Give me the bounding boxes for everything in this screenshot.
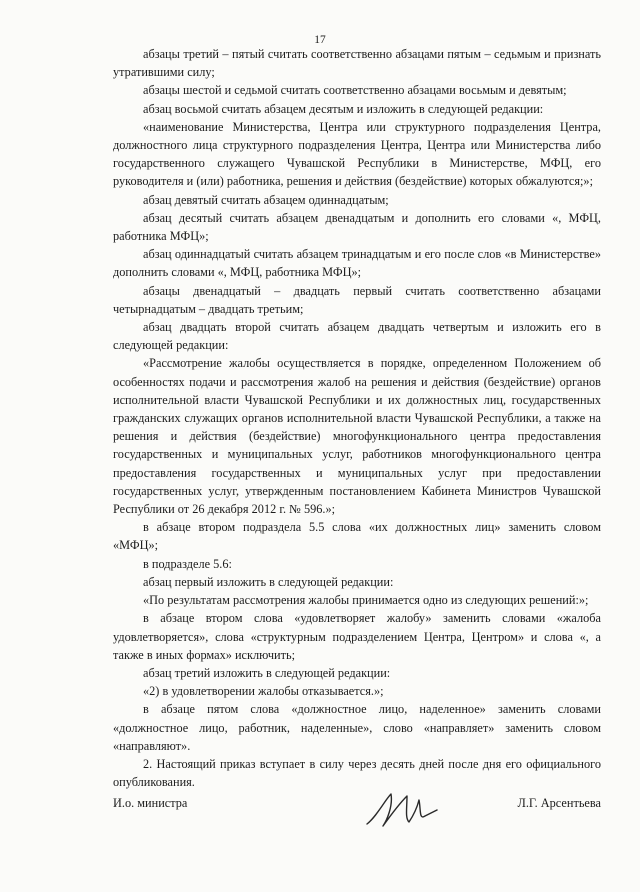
paragraph: в подразделе 5.6: — [143, 556, 232, 571]
paragraph: абзац двадцать второй считать абзацем двадцать четвертым и изложить его в следующей редакции: — [113, 320, 601, 353]
paragraph: «По результатам рассмотрения жалобы принимается одно из следующих решений:»; — [143, 593, 589, 608]
page-number: 17 — [314, 34, 326, 46]
paragraph: абзац первый изложить в следующей редакции: — [143, 574, 394, 589]
paragraph: абзац третий изложить в следующей редакции: — [143, 665, 391, 680]
document-body — [113, 45, 601, 791]
paragraph: в абзаце втором подраздела 5.5 слова «их должностных лиц» заменить словом «МФЦ»; — [113, 520, 601, 553]
paragraph: в абзаце пятом слова «должностное лицо, наделенное» заменить словами «должностное лицо, работник, наделенные», слово «направляет» заменить словом «направляют». — [113, 702, 601, 753]
paragraph: «2) в удовлетворении жалобы отказывается.»; — [143, 684, 384, 699]
paragraph: абзацы третий – пятый считать соответственно абзацами пятым – седьмым и признать утратившими силу; — [113, 47, 601, 80]
paragraph: абзац девятый считать абзацем одиннадцатым; — [143, 192, 389, 207]
paragraph: 2. Настоящий приказ вступает в силу через десять дней после дня его официального опубликования. — [113, 756, 601, 790]
paragraph: «наименование Министерства, Центра или структурного подразделения Центра, должностного лица структурного подразделения Центра, Центра или Министерства либо государственного служащего Чувашской Республики в Министерстве, МФЦ, его руководителя и (или) работника, решения и действия (бездействие) которых обжалуются;»; — [113, 119, 601, 189]
signer-name: Л.Г. Арсентьева — [517, 796, 601, 810]
paragraph: абзац десятый считать абзацем двенадцатым и дополнить его словами «, МФЦ, работника МФЦ»; — [113, 210, 601, 244]
paragraph: абзац одиннадцатый считать абзацем тринадцатым и его после слов «в Министерстве» дополнить словами «, МФЦ, работника МФЦ»; — [113, 247, 601, 280]
signer-title: И.о. министра — [113, 796, 188, 810]
paragraph: абзацы шестой и седьмой считать соответственно абзацами восьмым и девятым; — [143, 83, 567, 98]
signature-block — [113, 786, 601, 836]
paragraph: в абзаце втором слова «удовлетворяет жалобу» заменить словами «жалоба удовлетворяется», слова «структурным подразделением Центра, Центром» и слова «, а также в иных формах» исключить; — [113, 611, 601, 662]
handwritten-signature — [363, 786, 443, 831]
paragraph: абзацы двенадцатый – двадцать первый считать соответственно абзацами четырнадцатым – двадцать третьим; — [113, 283, 601, 316]
paragraph: «Рассмотрение жалобы осуществляется в порядке, определенном Положением об особенностях подачи и рассмотрения жалоб на решения и действия (бездействие) органов исполнительной власти Чувашской Республики и их должностных лиц, государственных гражданских служащих органов исполнительной власти Чувашской Республики, а также на решения и действия (бездействие) многофункционального центра предоставления государственных и муниципальных услуг, работников многофункционального центра предоставления государственных и муниципальных услуг при предоставлении государственных услуг, утвержденным постановлением Кабинета Министров Чувашской Республики от 26 декабря 2012 г. № 596.»; — [113, 356, 601, 517]
paragraph: абзац восьмой считать абзацем десятым и изложить в следующей редакции: — [143, 101, 544, 116]
